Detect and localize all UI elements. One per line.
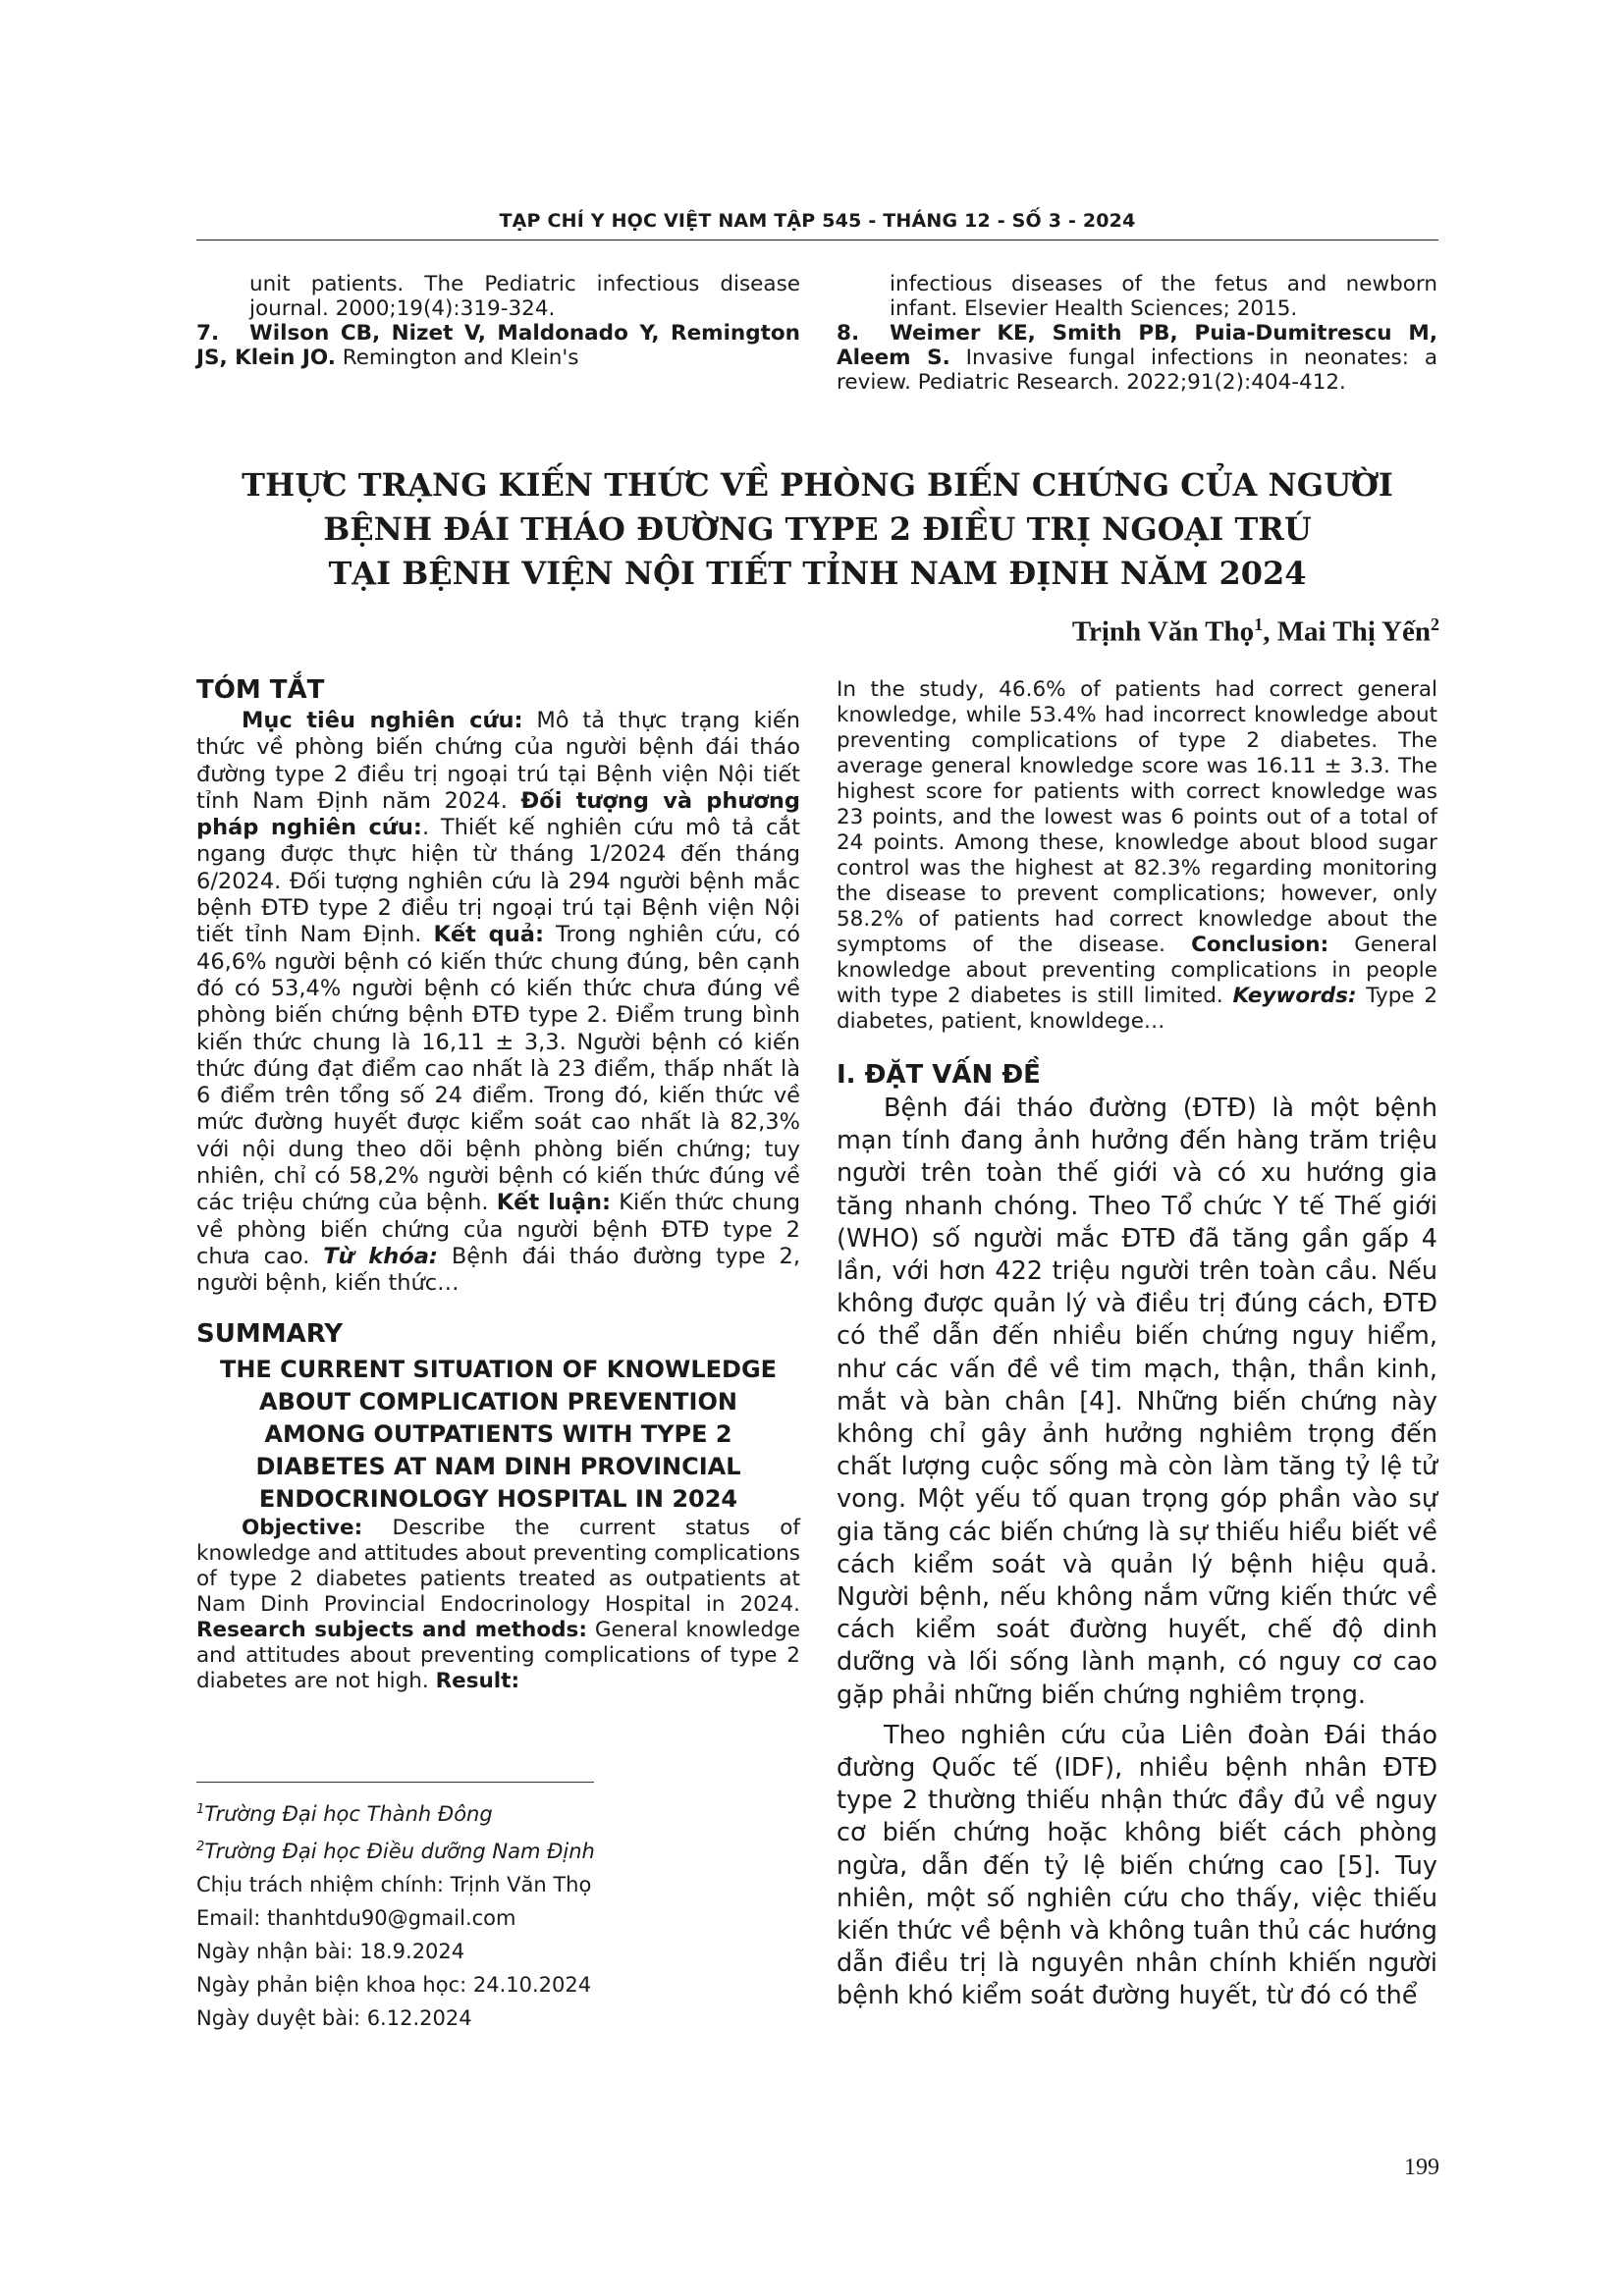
author-affiliation-mark: 1	[1254, 614, 1264, 634]
author-name: Mai Thị Yến	[1276, 615, 1431, 648]
footnote-email: Email: thanhtdu90@gmail.com	[196, 1906, 516, 1930]
reference-number: 7.	[196, 321, 220, 346]
result-text: In the study, 46.6% of patients had correct general knowledge, while 53.4% had incorrect knowledge about preventing complications of type 2 diabetes. The average general knowledge score was 16.11 ± 3.3. The highest score for patients with correct knowledge was 23 points, and the lowest was 6 points out of a total of 24 points. Among these, knowledge about blood sugar control was the highest at 82.3% regarding monitoring the disease to prevent complications; however, only 58.2% of patients had correct knowledge about the symptoms of the disease.	[837, 677, 1437, 957]
summary-title-line: ENDOCRINOLOGY HOSPITAL IN 2024	[258, 1484, 738, 1513]
results-label: Kết quả:	[433, 922, 544, 948]
summary-heading: SUMMARY	[196, 1318, 344, 1349]
section-heading: I. ĐẶT VẤN ĐỀ	[837, 1060, 1041, 1090]
footnote-affiliation-2	[196, 1831, 595, 1868]
abstract-paragraph	[196, 708, 800, 1298]
objective-text: Mô tả thực trạng kiến thức về phòng biến chứng của người bệnh đái tháo đường type 2 điều trị ngoại trú tại Bệnh viện Nội tiết tỉnh Nam Định năm 2024.	[196, 708, 800, 814]
english-abstract-part2	[837, 677, 1437, 1035]
methods-text: General knowledge and attitudes about preventing complications of type 2 diabetes are not high.	[196, 1617, 801, 1693]
keywords-label: Từ khóa:	[323, 1243, 438, 1269]
keywords-text: Type 2 diabetes, patient, knowldege…	[837, 984, 1437, 1034]
footnote-accepted: Ngày duyệt bài: 6.12.2024	[196, 2006, 472, 2030]
summary-title	[196, 1354, 800, 1516]
objective-label: Objective:	[242, 1515, 363, 1540]
result-label: Result:	[435, 1668, 520, 1693]
footnote-received: Ngày nhận bài: 18.9.2024	[196, 1940, 465, 1963]
objective-label: Mục tiêu nghiên cứu:	[242, 708, 523, 733]
reference-6-continuation: unit patients. The Pediatric infectious disease journal. 2000;19(4):319-324.	[249, 272, 800, 321]
title-line: BỆNH ĐÁI THÁO ĐƯỜNG TYPE 2 ĐIỀU TRỊ NGOẠI TRÚ	[323, 510, 1312, 548]
author-name: Trịnh Văn Thọ	[1071, 615, 1255, 648]
results-text: Trong nghiên cứu, có 46,6% người bệnh có kiến thức chung đúng, bên cạnh đó có 53,4% người bệnh có kiến thức chưa đúng về phòng biến chứng bệnh ĐTĐ type 2. Điểm trung bình kiến thức chung là 16,11 ± 3,3. Người bệnh có kiến thức đúng đạt điểm cao nhất là 23 điểm, thấp nhất là 6 điểm trên tổng số 24 điểm. Trong đó, kiến thức về mức đường huyết được kiểm soát cao nhất là 82,3% với nội dung theo dõi bệnh phòng biến chứng; tuy nhiên, chỉ có 58,2% người bệnh có kiến thức đúng về các triệu chứng của bệnh.	[196, 922, 801, 1216]
body-paragraph: Bệnh đái tháo đường (ĐTĐ) là một bệnh mạn tính đang ảnh hưởng đến hàng trăm triệu người trên toàn thế giới và có xu hướng gia tăng nhanh chóng. Theo Tổ chức Y tế Thế giới (WHO) số người mắc ĐTĐ đã tăng gần gấp 4 lần, với hơn 422 triệu người trên toàn cầu. Nếu không được quản lý và điều trị đúng cách, ĐTĐ có thể dẫn đến nhiều biến chứng nguy hiểm, như các vấn đề về tim mạch, thận, thần kinh, mắt và bàn chân [4]. Những biến chứng này không chỉ gây ảnh hưởng nghiêm trọng đến chất lượng cuộc sống mà còn làm tăng tỷ lệ tử vong. Một yếu tố quan trọng góp phần vào sự gia tăng các biến chứng là sự thiếu hiểu biết về cách kiểm soát và quản lý bệnh hiệu quả. Người bệnh, nếu không nắm vững kiến thức về cách kiểm soát đường huyết, chế độ dinh dưỡng và lối sống lành mạnh, có nguy cơ cao gặp phải những biến chứng nghiêm trọng.	[837, 1094, 1437, 1710]
reference-authors: Wilson CB, Nizet V, Maldonado Y, Remington JS, Klein JO.	[196, 321, 800, 370]
footnote-reviewed: Ngày phản biện khoa học: 24.10.2024	[196, 1973, 592, 1997]
conclusion-text: Kiến thức chung về phòng biến chứng của người bệnh ĐTĐ type 2 chưa cao.	[196, 1190, 800, 1269]
reference-7-continuation: infectious diseases of the fetus and newborn infant. Elsevier Health Sciences; 2015.	[890, 272, 1437, 321]
section-body	[837, 1093, 1437, 2013]
methods-text: . Thiết kế nghiên cứu mô tả cắt ngang được thực hiện từ tháng 1/2024 đến tháng 6/2024. Đối tượng nghiên cứu là 294 người bệnh mắc bệnh ĐTĐ type 2 điều trị ngoại trú tại Bệnh viện Nội tiết tỉnh Nam Định.	[196, 815, 800, 948]
right-column	[837, 677, 1437, 2013]
footnote-corresponding: Chịu trách nhiệm chính: Trịnh Văn Thọ	[196, 1873, 592, 1896]
reference-number: 8.	[837, 321, 860, 346]
objective-text: Describe the current status of knowledge and attitudes about preventing complications of type 2 diabetes patients treated as outpatients at Nam Dinh Provincial Endocrinology Hospital in 2024.	[196, 1515, 800, 1617]
running-head: TẠP CHÍ Y HỌC VIỆT NAM TẬP 545 - THÁNG 12 - SỐ 3 - 2024	[499, 210, 1136, 232]
author-line	[1072, 614, 1439, 649]
reference-authors: Weimer KE, Smith PB, Puia-Dumitrescu M, Aleem S.	[837, 321, 1437, 370]
reference-8	[837, 321, 1437, 395]
footnote-text: Trường Đại học Thành Đông	[204, 1802, 493, 1826]
keywords-text: Bệnh đái tháo đường type 2, người bệnh, kiến thức…	[196, 1243, 800, 1297]
page-number: 199	[1404, 2155, 1439, 2180]
vietnamese-abstract	[196, 708, 800, 1298]
article-title	[196, 463, 1438, 596]
footnote-text: Trường Đại học Điều dưỡng Nam Định	[204, 1840, 595, 1863]
footnote-mark: 2	[196, 1840, 205, 1854]
footnotes	[196, 1793, 595, 2035]
conclusion-label: Conclusion:	[1191, 933, 1329, 957]
references-right	[837, 272, 1437, 395]
english-abstract-part1	[196, 1516, 800, 1694]
keywords-label: Keywords:	[1232, 984, 1357, 1008]
methods-label: Đối tượng và phương pháp nghiên cứu:	[196, 787, 800, 841]
references-left	[196, 272, 800, 370]
author-separator: ,	[1263, 615, 1277, 648]
methods-label: Research subjects and methods:	[196, 1617, 587, 1642]
summary-title-line: THE CURRENT SITUATION OF KNOWLEDGE	[219, 1355, 778, 1383]
body-paragraph: Theo nghiên cứu của Liên đoàn Đái tháo đường Quốc tế (IDF), nhiều bệnh nhân ĐTĐ type 2 thường thiếu nhận thức đầy đủ về nguy cơ biến chứng hoặc không biết cách phòng ngừa, dẫn đến tỷ lệ biến chứng cao [5]. Tuy nhiên, một số nghiên cứu cho thấy, việc thiếu kiến thức về bệnh và không tuân thủ các hướng dẫn điều trị là nguyên nhân chính khiến người bệnh khó kiểm soát đường huyết, từ đó có thể	[837, 1720, 1437, 2011]
summary-title-line: ABOUT COMPLICATION PREVENTION	[259, 1387, 737, 1415]
left-column	[196, 677, 800, 1694]
abstract-paragraph	[196, 1516, 800, 1694]
conclusion-text: General knowledge about preventing complications in people with type 2 diabetes is still limited.	[837, 933, 1437, 1008]
conclusion-label: Kết luận:	[496, 1190, 612, 1216]
title-line: THỰC TRẠNG KIẾN THỨC VỀ PHÒNG BIẾN CHỨNG CỦA NGƯỜI	[242, 466, 1393, 504]
footnote-affiliation-1	[196, 1793, 595, 1831]
abstract-paragraph	[837, 677, 1437, 1035]
footnote-mark: 1	[196, 1802, 205, 1817]
reference-7	[196, 321, 800, 370]
author-affiliation-mark: 2	[1431, 614, 1439, 634]
summary-title-line: AMONG OUTPATIENTS WITH TYPE 2	[264, 1419, 732, 1448]
footnote-rule	[196, 1782, 594, 1783]
abstract-heading: TÓM TẮT	[196, 675, 325, 705]
reference-text: Invasive fungal infections in neonates: a review. Pediatric Research. 2022;91(2):404-412.	[837, 346, 1438, 395]
reference-text: Remington and Klein's	[335, 346, 579, 370]
title-line: TẠI BỆNH VIỆN NỘI TIẾT TỈNH NAM ĐỊNH NĂM 2024	[328, 555, 1307, 592]
summary-title-line: DIABETES AT NAM DINH PROVINCIAL	[255, 1452, 741, 1480]
